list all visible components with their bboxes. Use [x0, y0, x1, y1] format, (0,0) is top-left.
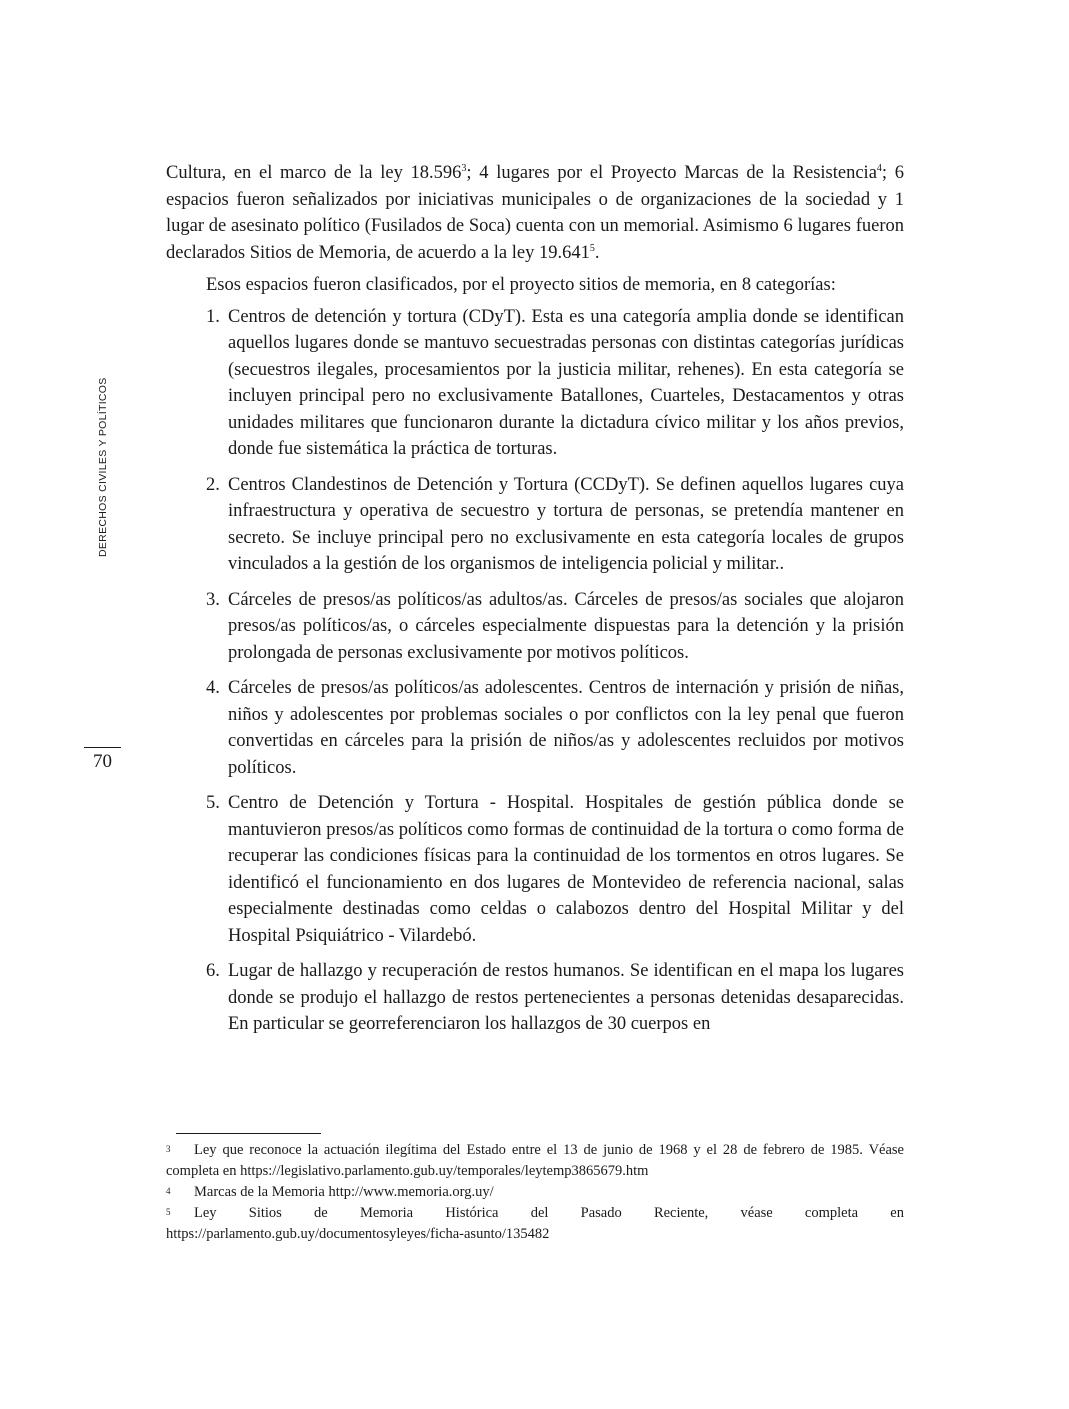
intro-text: ; 4 lugares por el Proyecto Marcas de la Resistencia — [466, 163, 877, 183]
list-number: 6. — [206, 961, 220, 981]
footnote-ref: 4 — [876, 162, 882, 174]
running-section-label: DERECHOS CIVILES Y POLÍTICOS — [97, 377, 109, 557]
footnote-ref: 3 — [461, 162, 467, 174]
footnote — [166, 1182, 904, 1203]
list-number: 5. — [206, 793, 220, 813]
footnotes — [166, 1140, 904, 1245]
list-item — [166, 587, 904, 667]
page-number: 70 — [93, 751, 112, 772]
list-item — [166, 790, 904, 949]
footnote-text: Ley que reconoce la actuación ilegítima del Estado entre el 13 de junio de 1968 y el 28 de febrero de 1985. Véase completa en https://legislativo.parlamento.gub.uy/temporales/leytemp3865679.htm — [166, 1142, 904, 1179]
list-number: 4. — [206, 678, 220, 698]
footnote-mark: 5 — [166, 1207, 171, 1217]
footnote-text: Marcas de la Memoria http://www.memoria.org.uy/ — [194, 1184, 494, 1200]
footnote — [166, 1140, 904, 1182]
category-list — [166, 304, 904, 1038]
list-item — [166, 958, 904, 1038]
list-item-text: Cárceles de presos/as políticos/as adultos/as. Cárceles de presos/as sociales que alojaron presos/as políticos/as, o cárceles especialmente dispuestas para la detención y la prisión prolongada de personas exclusivamente por motivos políticos. — [228, 589, 904, 663]
intro-text: . — [594, 242, 600, 263]
intro-text: ; 6 espacios fueron señalizados por iniciativas municipales o de organizaciones de la sociedad y 1 lugar de asesinato político (Fusilados de Soca) cuenta con un memorial. Asimismo 6 lugares fueron declarados Sitios de Memoria, de acuerdo a la ley 19.641 — [166, 163, 905, 263]
body-text — [166, 160, 904, 1047]
list-item — [166, 675, 904, 781]
list-item-text: Centros Clandestinos de Detención y Tortura (CCDyT). Se definen aquellos lugares cuya infraestructura y operativa de secuestro y tortura de personas, se pretendía mantener en secreto. Se incluye principal pero no exclusivamente en esta categoría locales de grupos vinculados a la gestión de los organismos de inteligencia policial y militar.. — [228, 474, 904, 574]
list-number: 1. — [206, 306, 220, 327]
list-item — [166, 472, 904, 578]
lead-paragraph: Esos espacios fueron clasificados, por el proyecto sitios de memoria, en 8 categorías: — [206, 275, 836, 295]
footnote-mark: 3 — [166, 1144, 171, 1154]
page-number-rule — [84, 747, 121, 748]
footnote-mark: 4 — [166, 1186, 171, 1196]
list-item-text: Cárceles de presos/as políticos/as adolescentes. Centros de internación y prisión de niñas, niños y adolescentes por problemas sociales o por conflictos con la ley penal que fueron convertidas en cárceles para la prisión de niños/as y adolescentes recluidos por motivos políticos. — [228, 678, 904, 778]
list-number: 3. — [206, 589, 220, 610]
intro-paragraph — [166, 160, 904, 266]
list-item-text: Lugar de hallazgo y recuperación de restos humanos. Se identifican en el mapa los lugares donde se produjo el hallazgo de restos pertenecientes a personas detenidas desaparecidas. En particular se georreferenciaron los hallazgos de 30 cuerpos en — [228, 961, 904, 1034]
footnote-separator — [176, 1133, 321, 1134]
footnote-ref: 5 — [589, 242, 595, 254]
list-item-text: Centros de detención y tortura (CDyT). Esta es una categoría amplia donde se identifican aquellos lugares donde se mantuvo secuestradas personas con distintas categorías jurídicas (secuestros ilegales, procesamientos por la justicia militar, rehenes). En esta categoría se incluyen principal pero no exclusivamente Batallones, Cuarteles, Destacamentos y otras unidades militares que funcionaron durante la dictadura cívico militar y los años previos, donde fue sistemática la práctica de torturas. — [228, 306, 904, 459]
list-number: 2. — [206, 474, 220, 495]
list-item-text: Centro de Detención y Tortura - Hospital. Hospitales de gestión pública donde se mantuvieron presos/as políticos como formas de continuidad de la tortura o como forma de recuperar las condiciones físicas para la continuidad de los tormentos en otros lugares. Se identificó el funcionamiento en dos lugares de Montevideo de referencia nacional, salas especialmente destinadas como celdas o calabozos dentro del Hospital Militar y del Hospital Psiquiátrico - Vilardebó. — [228, 793, 904, 946]
footnote-text: Ley Sitios de Memoria Histórica del Pasado Reciente, véase completa en https://parlamento.gub.uy/documentosyleyes/ficha-asunto/135482 — [166, 1205, 904, 1242]
footnote — [166, 1203, 904, 1245]
list-item — [166, 304, 904, 463]
intro-text: Cultura, en el marco de la ley 18.596 — [166, 163, 462, 183]
